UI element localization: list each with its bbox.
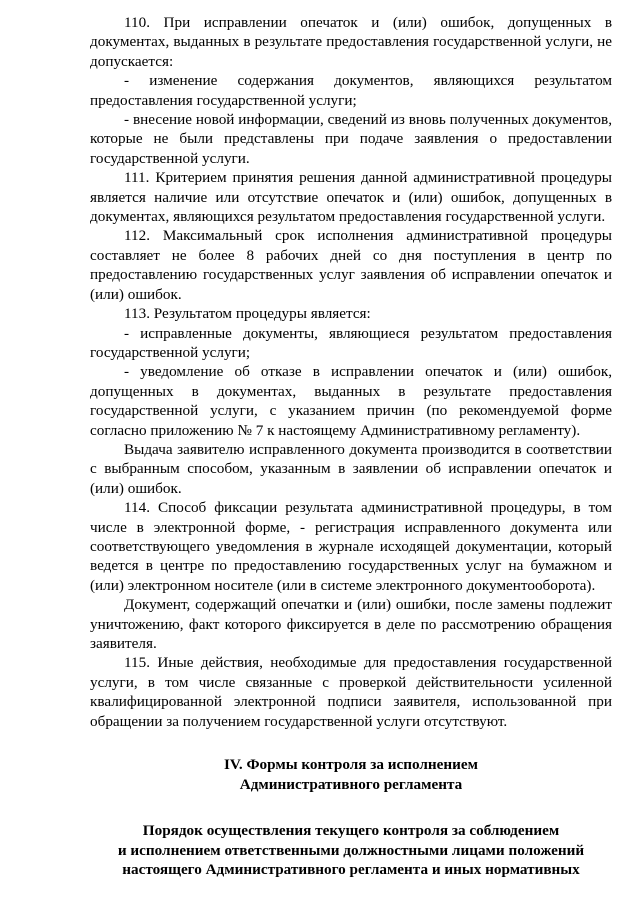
subsection-heading-line-3: настоящего Административного регламента и иных нормативных [122,861,580,879]
paragraph-112: 112. Максимальный срок исполнения административной процедуры составляет не более 8 рабочих дней со дня поступления в центр по предоставлению государственных услуг заявления об исправлении опечаток и (или) ошибок. [90,227,612,303]
paragraph-110-item-1: - изменение содержания документов, являющихся результатом предоставления государственной услуги; [90,72,612,109]
paragraph-115: 115. Иные действия, необходимые для предоставления государственной услуги, в том числе связанные с проверкой действительности усиленной квалифицированной электронной подписи заявителя, использованной при обращении за получением государственной услуги отсутствуют. [90,654,612,730]
paragraph-110: 110. При исправлении опечаток и (или) ошибок, допущенных в документах, выданных в результате предоставления государственной услуги, не допускается: [90,14,612,70]
paragraph-110-item-2: - внесение новой информации, сведений из вновь полученных документов, которые не были представлены при подаче заявления о предоставлении государственной услуги. [90,111,612,167]
paragraph-destruction: Документ, содержащий опечатки и (или) ошибки, после замены подлежит уничтожению, факт которого фиксируется в деле по рассмотрению обращения заявителя. [90,596,612,652]
subsection-heading-line-1: Порядок осуществления текущего контроля за соблюдением [142,822,560,840]
paragraph-114: 114. Способ фиксации результата административной процедуры, в том числе в электронной форме, - регистрация исправленного документа или соответствующего уведомления в журнале исходящей документации, который ведется в центре по предоставлению государственных услуг на бумажном и (или) электронном носителе (или в системе электронного документооборота). [90,499,612,594]
section-heading [90,755,612,794]
paragraph-113-item-2: - уведомление об отказе в исправлении опечаток и (или) ошибок, допущенных в документах, выданных в результате предоставления государственной услуги, с указанием причин (по рекомендуемой форме согласно приложению № 7 к настоящему Административному регламенту). [90,363,612,439]
section-heading-line-2: Административного регламента [239,775,463,793]
subsection-heading-line-2: и исполнением ответственными должностными лицами положений [117,841,585,859]
paragraph-113: 113. Результатом процедуры является: [124,305,371,323]
paragraph-issuance: Выдача заявителю исправленного документа производится в соответствии с выбранным способом, указанным в заявлении об исправлении опечаток и (или) ошибок. [90,440,612,497]
section-heading-line-1: IV. Формы контроля за исполнением [223,756,478,774]
subsection-heading [90,821,612,880]
paragraph-111: 111. Критерием принятия решения данной административной процедуры является наличие или отсутствие опечаток и (или) ошибок, допущенных в документах, являющихся результатом предоставления государственной услуги. [90,169,612,226]
paragraph-113-item-1: - исправленные документы, являющиеся результатом предоставления государственной услуги; [90,324,612,361]
